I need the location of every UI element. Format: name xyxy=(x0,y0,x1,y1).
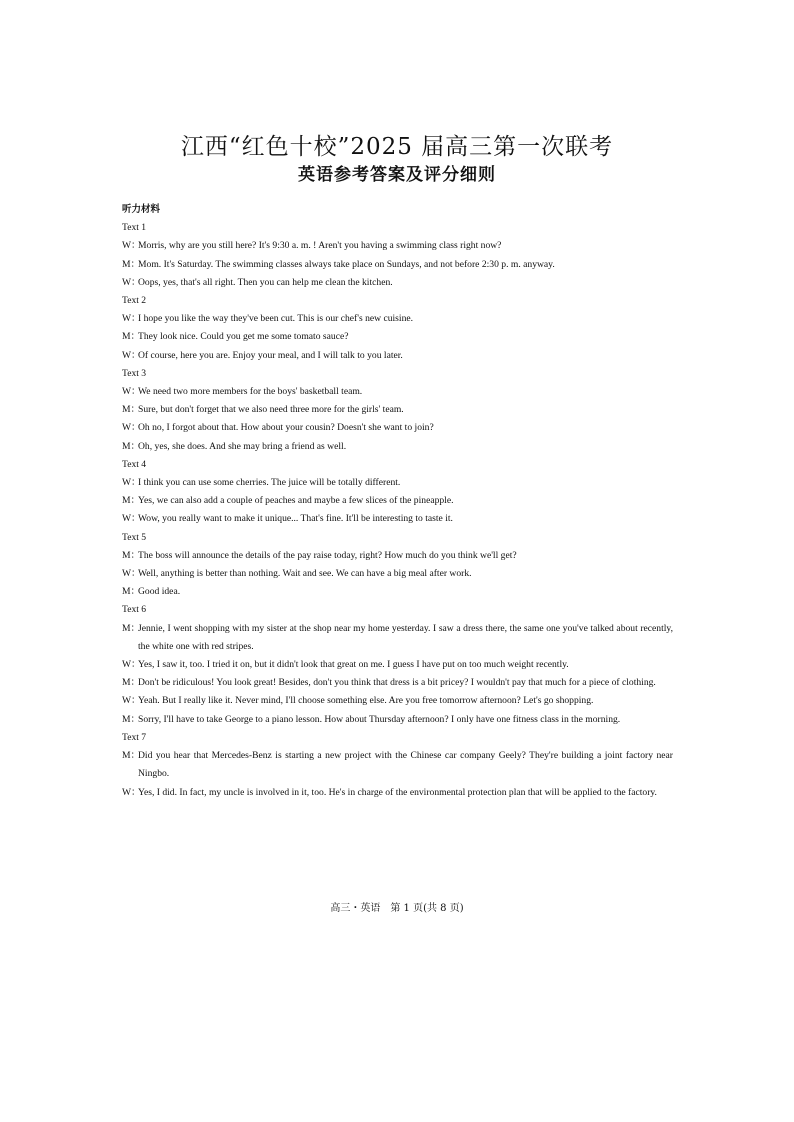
dialogue-line xyxy=(122,419,673,437)
dialogue-line xyxy=(122,328,673,346)
dialogue-text: Morris, why are you still here? It's 9:30 a. m. ! Aren't you having a swimming class right now? xyxy=(138,240,502,252)
dialogue-line xyxy=(122,620,673,656)
document-title: 江西“红色十校”2025 届高三第一次联考 xyxy=(180,134,614,160)
speaker-label: M： xyxy=(122,549,141,561)
text-label: Text 3 xyxy=(122,367,147,379)
dialogue-text: Don't be ridiculous! You look great! Besides, don't you think that dress is a bit pricey? I wouldn't pay that much for a piece of clothing. xyxy=(138,677,656,689)
dialogue-text: Wow, you really want to make it unique... That's fine. It'll be interesting to taste it. xyxy=(138,513,453,525)
dialogue-line xyxy=(122,547,673,565)
dialogue-line xyxy=(122,510,673,528)
speaker-label: W： xyxy=(122,568,141,580)
dialogue-text: Oh no, I forgot about that. How about your cousin? Doesn't she want to join? xyxy=(138,422,434,434)
speaker-label: W： xyxy=(122,386,141,398)
speaker-label: M： xyxy=(122,404,141,416)
dialogue-line xyxy=(122,784,673,802)
speaker-label: W： xyxy=(122,659,141,671)
dialogue-text: The boss will announce the details of the pay raise today, right? How much do you think we'll get? xyxy=(138,549,517,561)
speaker-label: W： xyxy=(122,477,141,489)
speaker-label: W： xyxy=(122,276,141,288)
text-label: Text 2 xyxy=(122,295,147,307)
dialogue-text: I hope you like the way they've been cut. This is our chef's new cuisine. xyxy=(138,313,414,325)
speaker-label: W： xyxy=(122,695,141,707)
speaker-label: M： xyxy=(122,331,141,343)
speaker-label: M： xyxy=(122,440,141,452)
dialogue-text: Good idea. xyxy=(138,586,181,598)
speaker-label: M： xyxy=(122,622,141,634)
speaker-label: W： xyxy=(122,422,141,434)
speaker-label: M： xyxy=(122,495,141,507)
dialogue-line xyxy=(122,565,673,583)
dialogue-text: Of course, here you are. Enjoy your meal, and I will talk to you later. xyxy=(138,349,403,361)
dialogue-text: Well, anything is better than nothing. Wait and see. We can have a big meal after work. xyxy=(138,568,472,580)
speaker-label: M： xyxy=(122,677,141,689)
dialogue-text: Yes, we can also add a couple of peaches and maybe a few slices of the pineapple. xyxy=(138,495,454,507)
speaker-label: W： xyxy=(122,240,141,252)
text-label: Text 1 xyxy=(122,222,147,234)
speaker-label: W： xyxy=(122,513,141,525)
dialogue-line xyxy=(122,237,673,255)
dialogue-line xyxy=(122,583,673,601)
dialogue-line xyxy=(122,383,673,401)
dialogue-line xyxy=(122,747,673,783)
dialogue-text: Yeah. But I really like it. Never mind, I'll choose something else. Are you free tomorrow afternoon? Let's go shopping. xyxy=(138,695,594,707)
text-label: Text 5 xyxy=(122,531,147,543)
section-title: 听力材料 xyxy=(122,204,161,215)
speaker-label: M： xyxy=(122,750,141,762)
dialogue-text: Sure, but don't forget that we also need three more for the girls' team. xyxy=(138,404,404,416)
speaker-label: W： xyxy=(122,786,141,798)
speaker-label: W： xyxy=(122,313,141,325)
dialogue-text: Yes, I saw it, too. I tried it on, but it didn't look that great on me. I guess I have put on too much weight recently. xyxy=(138,659,569,671)
dialogue-text: Oh, yes, she does. And she may bring a friend as well. xyxy=(138,440,347,452)
dialogue-text: I think you can use some cherries. The juice will be totally different. xyxy=(138,477,401,489)
dialogue-line xyxy=(122,711,673,729)
text-label: Text 7 xyxy=(122,731,147,743)
dialogue-line xyxy=(122,256,673,274)
speaker-label: M： xyxy=(122,258,141,270)
dialogue-text: Yes, I did. In fact, my uncle is involved in it, too. He's in charge of the environmental protection plan that will be applied to the factory. xyxy=(138,786,657,798)
dialogue-line xyxy=(122,656,673,674)
dialogue-text: Oops, yes, that's all right. Then you can help me clean the kitchen. xyxy=(138,276,393,288)
page-footer: 高三・英语 第 1 页(共 8 页) xyxy=(330,903,464,914)
dialogue-text: Sorry, I'll have to take George to a piano lesson. How about Thursday afternoon? I only have one fitness class in the morning. xyxy=(138,713,621,725)
dialogue-line xyxy=(122,674,673,692)
dialogue-text: We need two more members for the boys' basketball team. xyxy=(138,386,363,398)
dialogue-text: Jennie, I went shopping with my sister at the shop near my home yesterday. I saw a dress there, the same one you've talked about recently, the white one with red stripes. xyxy=(138,622,673,652)
dialogue-line xyxy=(122,401,673,419)
dialogue-text: Mom. It's Saturday. The swimming classes always take place on Sundays, and not before 2:30 p. m. anyway. xyxy=(138,258,555,270)
speaker-label: W： xyxy=(122,349,141,361)
speaker-label: M： xyxy=(122,713,141,725)
dialogue-line xyxy=(122,492,673,510)
dialogue-line xyxy=(122,692,673,710)
document-subtitle: 英语参考答案及评分细则 xyxy=(298,165,496,185)
dialogue-text: They look nice. Could you get me some tomato sauce? xyxy=(138,331,349,343)
listening-transcript xyxy=(122,201,673,802)
dialogue-line xyxy=(122,347,673,365)
dialogue-line xyxy=(122,438,673,456)
speaker-label: M： xyxy=(122,586,141,598)
dialogue-text: Did you hear that Mercedes-Benz is starting a new project with the Chinese car company Geely? They're building a joint factory near Ningbo. xyxy=(138,750,673,780)
dialogue-line xyxy=(122,474,673,492)
text-label: Text 4 xyxy=(122,458,147,470)
dialogue-line xyxy=(122,310,673,328)
dialogue-line xyxy=(122,274,673,292)
text-label: Text 6 xyxy=(122,604,147,616)
